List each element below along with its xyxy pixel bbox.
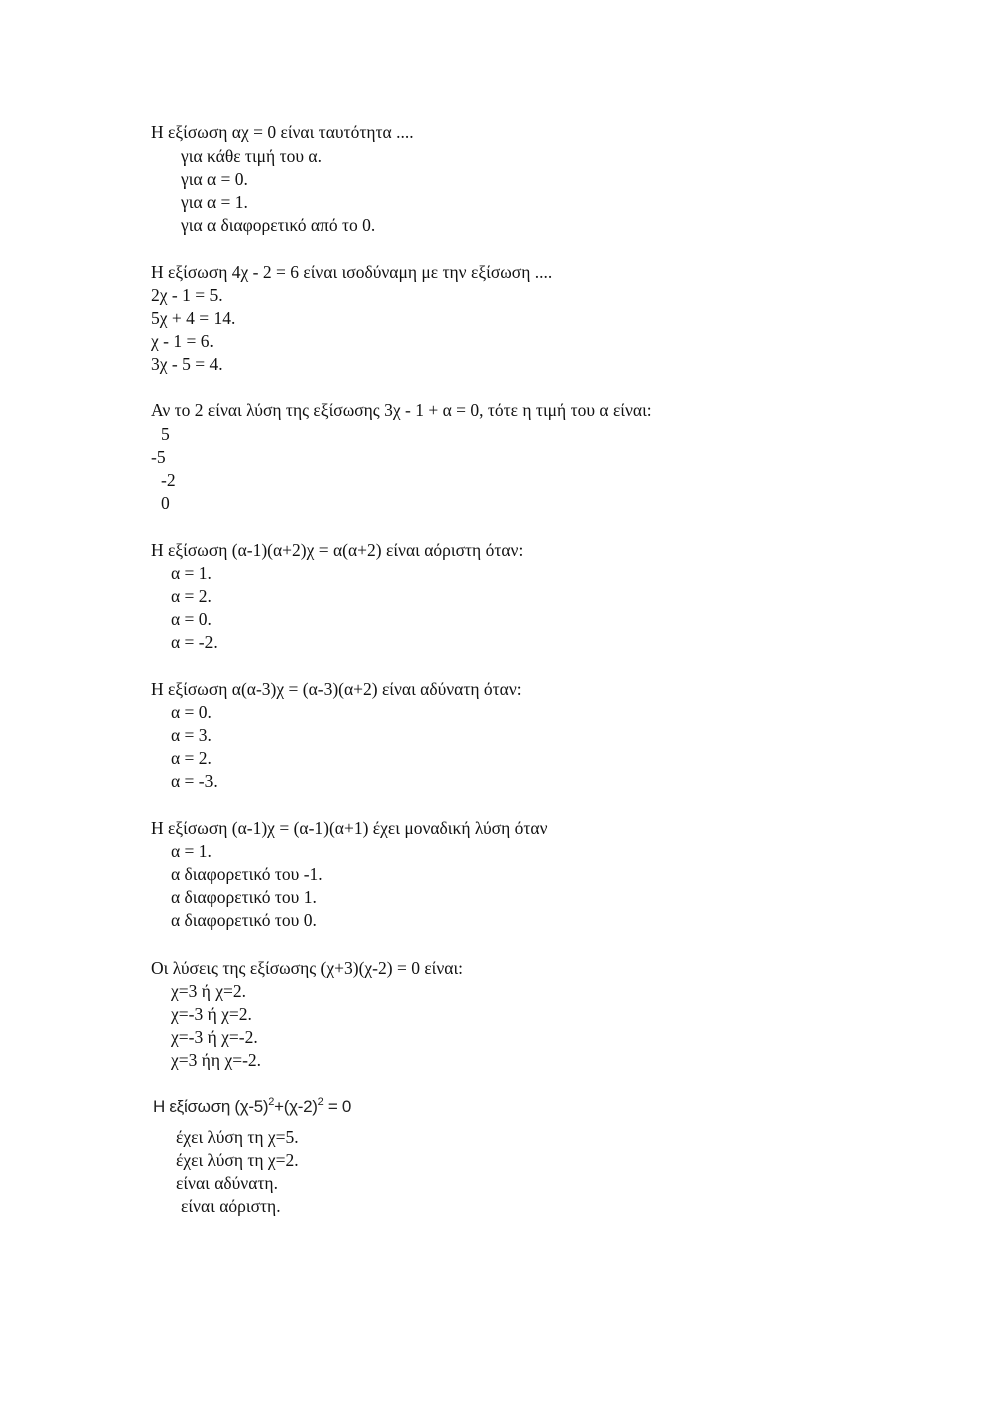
question-3-option-1[interactable]: 5	[161, 424, 170, 444]
question-5-option-4[interactable]: α = -3.	[171, 771, 218, 791]
question-7-text: Οι λύσεις της εξίσωσης (χ+3)(χ-2) = 0 είναι:	[151, 958, 464, 978]
question-4-option-4[interactable]: α = -2.	[171, 632, 218, 652]
question-4-text: Η εξίσωση (α-1)(α+2)χ = α(α+2) είναι αόριστη όταν:	[151, 540, 524, 560]
question-5-option-1[interactable]: α = 0.	[171, 702, 212, 722]
question-7-option-2[interactable]: χ=-3 ή χ=2.	[171, 1004, 252, 1024]
question-3-text: Αν το 2 είναι λύση της εξίσωσης 3χ - 1 + α = 0, τότε η τιμή του α είναι:	[151, 400, 652, 420]
question-4-option-2[interactable]: α = 2.	[171, 586, 212, 606]
question-3-option-4[interactable]: 0	[161, 493, 170, 513]
question-5-option-3[interactable]: α = 2.	[171, 748, 212, 768]
question-8-exponent-1: 2	[268, 1096, 275, 1108]
question-6-text: Η εξίσωση (α-1)χ = (α-1)(α+1) έχει μοναδική λύση όταν	[151, 818, 548, 838]
question-5-option-2[interactable]: α = 3.	[171, 725, 212, 745]
question-4-option-3[interactable]: α = 0.	[171, 609, 212, 629]
question-1-option-3[interactable]: για α = 1.	[181, 192, 248, 212]
question-2-option-1[interactable]: 2χ - 1 = 5.	[151, 285, 223, 305]
question-6-option-3[interactable]: α διαφορετικό του 1.	[171, 887, 317, 907]
question-8-text-prefix: Η εξίσωση (χ-5)	[153, 1097, 269, 1116]
question-8-text	[153, 1096, 351, 1118]
question-7-option-1[interactable]: χ=3 ή χ=2.	[171, 981, 247, 1001]
question-8-text-middle: +(χ-2)	[274, 1097, 318, 1116]
question-8-option-1[interactable]: έχει λύση τη χ=5.	[176, 1127, 299, 1147]
question-6-option-2[interactable]: α διαφορετικό του -1.	[171, 864, 323, 884]
question-2-option-3[interactable]: χ - 1 = 6.	[151, 331, 214, 351]
question-1-text: Η εξίσωση αχ = 0 είναι ταυτότητα ....	[151, 122, 414, 142]
question-3-option-2[interactable]: -5	[151, 447, 166, 467]
question-8-exponent-2: 2	[317, 1096, 324, 1108]
question-4-option-1[interactable]: α = 1.	[171, 563, 212, 583]
question-2-text: Η εξίσωση 4χ - 2 = 6 είναι ισοδύναμη με την εξίσωση ....	[151, 262, 553, 282]
question-7-option-4[interactable]: χ=3 ήη χ=-2.	[171, 1050, 262, 1070]
question-7-option-3[interactable]: χ=-3 ή χ=-2.	[171, 1027, 258, 1047]
question-1-option-4[interactable]: για α διαφορετικό από το 0.	[181, 215, 376, 235]
question-3-option-3[interactable]: -2	[161, 470, 176, 490]
question-6-option-1[interactable]: α = 1.	[171, 841, 212, 861]
question-6-option-4[interactable]: α διαφορετικό του 0.	[171, 910, 317, 930]
question-8-option-2[interactable]: έχει λύση τη χ=2.	[176, 1150, 299, 1170]
question-8-text-suffix: = 0	[323, 1097, 352, 1116]
question-1-option-1[interactable]: για κάθε τιμή του α.	[181, 146, 322, 166]
question-1-option-2[interactable]: για α = 0.	[181, 169, 248, 189]
question-5-text: Η εξίσωση α(α-3)χ = (α-3)(α+2) είναι αδύνατη όταν:	[151, 679, 522, 699]
question-8-option-3[interactable]: είναι αδύνατη.	[176, 1173, 278, 1193]
question-8-option-4[interactable]: είναι αόριστη.	[181, 1196, 281, 1216]
question-2-option-4[interactable]: 3χ - 5 = 4.	[151, 354, 223, 374]
question-2-option-2[interactable]: 5χ + 4 = 14.	[151, 308, 236, 328]
